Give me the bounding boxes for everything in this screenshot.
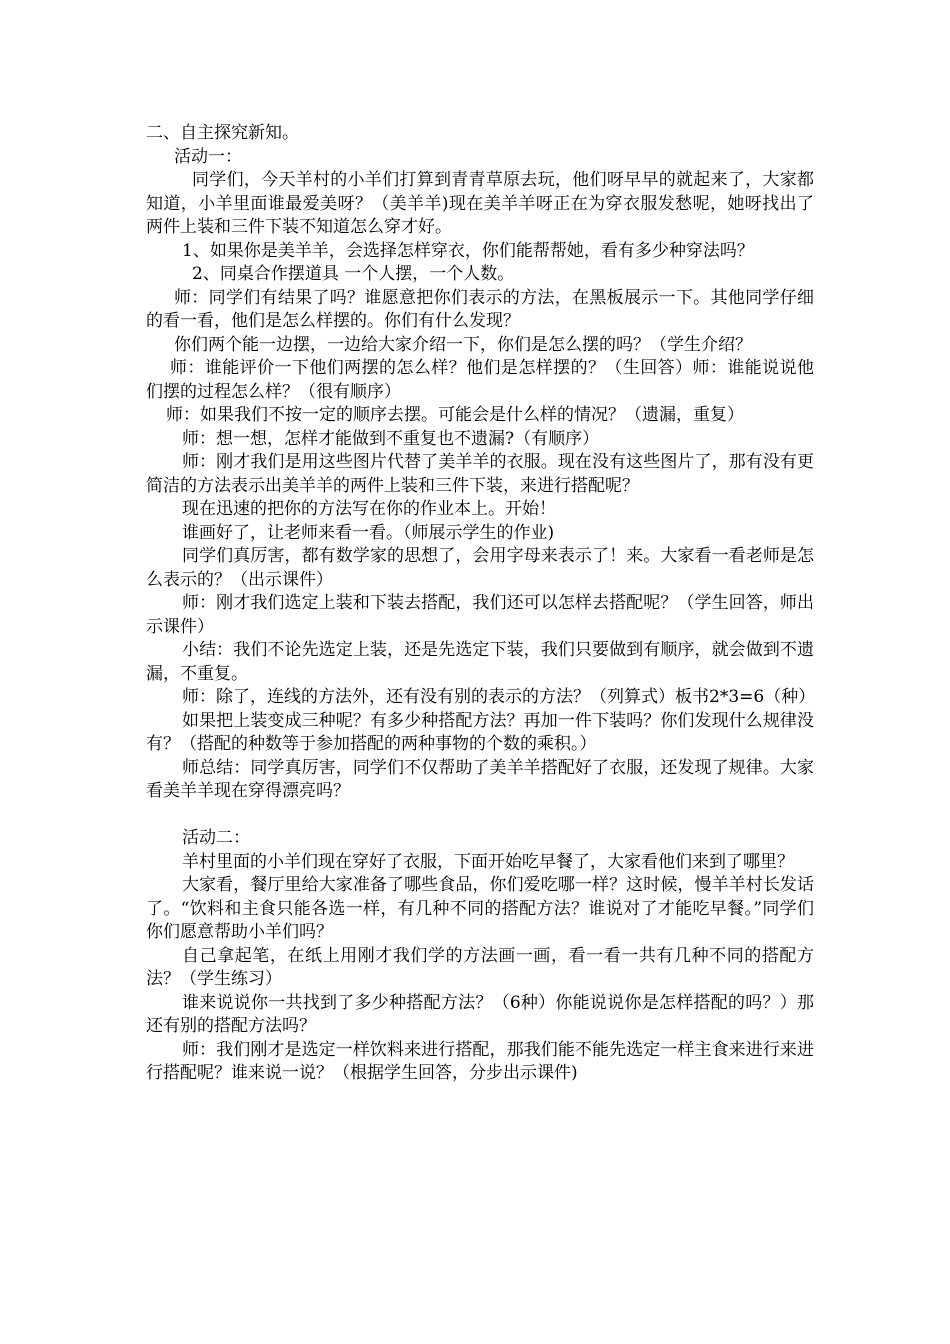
paragraph: 师：同学们有结果了吗？谁愿意把你们表示的方法，在黑板展示一下。其他同学仔细的看一看，他们是怎么样摆的。你们有什么发现？: [146, 287, 814, 331]
paragraph: 师总结：同学真厉害，同学们不仅帮助了美羊羊搭配好了衣服，还发现了规律。大家看美羊羊现在穿得漂亮吗？: [146, 757, 814, 801]
document-page: [146, 122, 814, 1086]
paragraph: 羊村里面的小羊们现在穿好了衣服，下面开始吃早餐了，大家看他们来到了哪里？: [182, 851, 794, 872]
paragraph: 师：除了，连线的方法外，还有没有别的表示的方法？（列算式）板书2*3=6（种）: [182, 687, 816, 707]
paragraph: 如果把上装变成三种呢？有多少种搭配方法？再加一件下装吗？你们发现什么规律没有？（搭配的种数等于参加搭配的两种事物的个数的乘积。）: [146, 710, 814, 754]
paragraph: 自己拿起笔，在纸上用刚才我们学的方法画一画，看一看一共有几种不同的搭配方法？（学生练习）: [146, 945, 814, 989]
paragraph: 师：我们刚才是选定一样饮料来进行搭配，那我们能不能先选定一样主食来进行来进行搭配呢？谁来说一说？（根据学生回答，分步出示课件): [146, 1039, 814, 1083]
activity1-heading: 活动一：: [174, 146, 242, 167]
paragraph: 小结：我们不论先选定上装，还是先选定下装，我们只要做到有顺序，就会做到不遗漏，不重复。: [146, 640, 814, 684]
paragraph: 谁来说说你一共找到了多少种搭配方法？（6种）你能说说你是怎样搭配的吗？）那还有别的搭配方法吗？: [146, 992, 814, 1036]
paragraph: 同学们真厉害，都有数学家的思想了，会用字母来表示了！来。大家看一看老师是怎么表示的？（出示课件）: [146, 546, 814, 590]
paragraph: 师：如果我们不按一定的顺序去摆。可能会是什么样的情况？（遗漏，重复）: [166, 405, 744, 425]
paragraph: 师：谁能评价一下他们两摆的怎么样？他们是怎样摆的？（生回答）师：谁能说说他们摆的过程怎么样？（很有顺序）: [146, 358, 814, 402]
paragraph: 大家看，餐厅里给大家准备了哪些食品，你们爱吃哪一样？这时候，慢羊羊村长发话了。“饮料和主食只能各选一样，有几种不同的搭配方法？谁说对了才能吃早餐。”同学们你们愿意帮助小羊们吗？: [146, 875, 814, 942]
paragraph: 师：想一想，怎样才能做到不重复也不遗漏?（有顺序）: [182, 428, 600, 449]
paragraph: 同学们，今天羊村的小羊们打算到青青草原去玩，他们呀早早的就起来了，大家都知道，小羊里面谁最爱美呀？（美羊羊)现在美羊羊呀正在为穿衣服发愁呢，她呀找出了两件上装和三件下装不知道怎么穿才好。: [146, 170, 814, 237]
paragraph: 师：刚才我们是用这些图片代替了美羊羊的衣服。现在没有这些图片了，那有没有更简洁的方法表示出美羊羊的两件上装和三件下装，来进行搭配呢？: [146, 452, 814, 496]
paragraph: 2、同桌合作摆道具 一个人摆，一个人数。: [192, 264, 515, 284]
paragraph: 现在迅速的把你的方法写在你的作业本上。开始！: [182, 499, 556, 519]
section-heading: 二、自主探究新知。: [146, 123, 299, 143]
paragraph: 1、如果你是美羊羊，会选择怎样穿衣，你们能帮帮她，看有多少种穿法吗？: [182, 240, 754, 261]
paragraph: 你们两个能一边摆，一边给大家介绍一下，你们是怎么摆的吗？（学生介绍？: [174, 334, 752, 355]
paragraph: 师：刚才我们选定上装和下装去搭配，我们还可以怎样去搭配呢？（学生回答，师出示课件）: [146, 593, 814, 637]
blank-line: [146, 804, 814, 828]
paragraph: 谁画好了，让老师来看一看。（师展示学生的作业): [182, 522, 555, 543]
activity2-heading: 活动二：: [182, 828, 250, 848]
